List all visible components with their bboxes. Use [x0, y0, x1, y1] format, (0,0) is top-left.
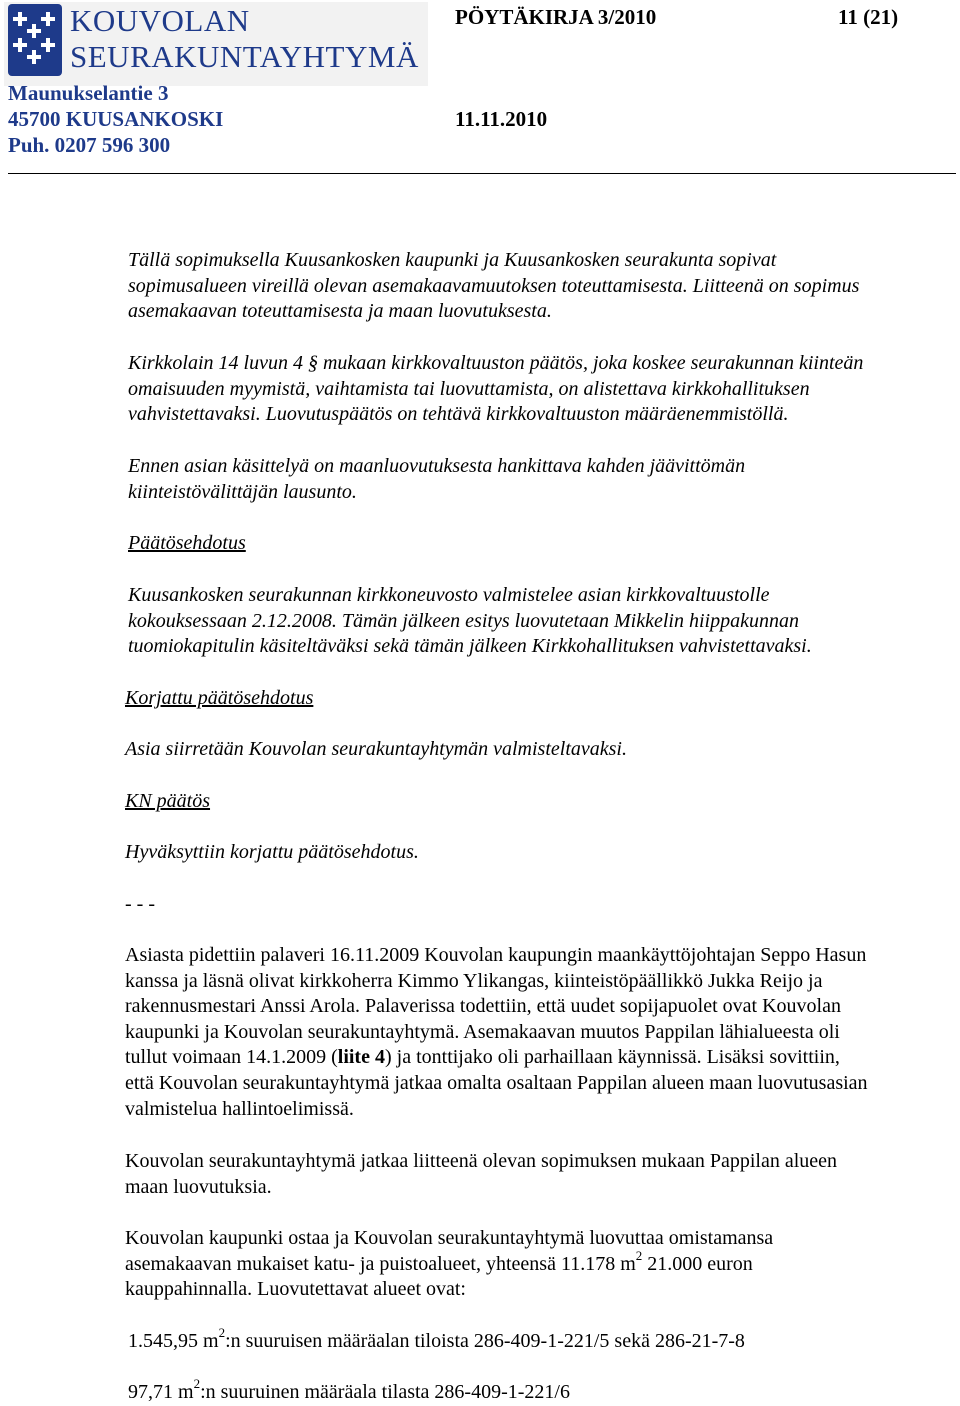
page-number: 11 (21) [838, 5, 899, 29]
cross-grid-logo-icon [8, 4, 62, 76]
separator: - - - [125, 893, 155, 915]
heading-kn-paatos: KN päätös [125, 790, 211, 812]
paragraph-church-law: Kirkkolain 14 luvun 4 § mukaan kirkkovaltuuston päätös, joka koskee seurakunnan kiinteän omaisuuden myymistä, vaihtamista tai luovuttamista, on alistettava kirkkohallituksen vahvistettavaksi. Luovutuspäätös on tehtävä kirkkovaltuuston määräenemmistöllä. [128, 352, 864, 426]
paragraph-agreement: Tällä sopimuksella Kuusankosken kaupunki ja Kuusankosken seurakunta sopivat sopimusalueen vireillä olevan asemakaavamuutoksen toteuttamisesta. Liitteenä on sopimus asemakaavan toteuttamisesta ja maan luovutuksesta. [128, 249, 860, 323]
org-name-line2: SEURAKUNTAYHTYMÄ [70, 39, 419, 74]
org-name-line1: KOUVOLAN [70, 3, 250, 38]
paragraph-meeting: Asiasta pidettiin palaveri 16.11.2009 Kouvolan kaupungin maankäyttöjohtajan Seppo Hasun kanssa ja läsnä olivat kirkkoherra Kimmo Ylikangas, kiinteistöpäällikkö Jukka Reijo ja rakennusmestari Anssi Arola. Palaverissa todettiin, että uudet sopijapuolet ovat Kouvolan kaupunki ja Kouvolan seurakuntayhtymä. Asemakaavan muutos Pappilan lähialueesta oli tullut voimaan 14.1.2009 (liite 4) ja tonttijako oli parhaillaan käynnissä. Lisäksi sovittiin, että Kouvolan seurakuntayhtymä jatkaa omalta osaltaan Pappilan alueen maan luovutusasian valmistelua hallintoelimissä. [125, 944, 868, 1120]
area-item-2: 97,71 $m^2:n$ suuruinen määräala tilasta 286-409-1-221/6 [128, 1376, 570, 1403]
heading-korjattu: Korjattu päätösehdotus [125, 687, 314, 709]
doc-title: PÖYTÄKIRJA 3/2010 [455, 5, 657, 29]
paragraph-decision: Hyväksyttiin korjattu päätösehdotus. [125, 841, 419, 863]
meeting-date: 11.11.2010 [455, 107, 548, 131]
attachment-ref: liite 4 [337, 1046, 385, 1069]
header-divider [8, 173, 956, 174]
phone: Puh. 0207 596 300 [8, 133, 171, 157]
area-item-1: 1.545,95 $m^2:n$ suuruisen määräalan tiloista 286-409-1-221/5 sekä 286-21-7-8 [128, 1325, 745, 1352]
postal-address: 45700 KUUSANKOSKI [8, 107, 224, 131]
paragraph-continuation: Kouvolan seurakuntayhtymä jatkaa liitteenä olevan sopimuksen mukaan Pappilan alueen maan luovutuksia. [125, 1150, 838, 1198]
paragraph-purchase: Kouvolan kaupunki ostaa ja Kouvolan seurakuntayhtymä luovuttaa omistamansa asemakaavan mukaiset katu- ja puistoalueet, yhteensä 11.178 $m^2$ 21.000 euron kauppahinnalla. Luovutettavat alueet ovat: [125, 1227, 774, 1301]
heading-paatosehdotus: Päätösehdotus [128, 532, 246, 554]
paragraph-statement: Ennen asian käsittelyä on maanluovutuksesta hankittava kahden jäävittömän kiinteistövälittäjän lausunto. [128, 455, 746, 503]
paragraph-proposal: Kuusankosken seurakunnan kirkkoneuvosto valmistelee asian kirkkovaltuustolle kokouksessaan 2.12.2008. Tämän jälkeen esitys luovutetaan Mikkelin hiippakunnan tuomiokapitulin käsiteltäväksi sekä tämän jälkeen Kirkkohallituksen vahvistettavaksi. [128, 584, 812, 658]
address: Maunukselantie 3 [8, 81, 169, 105]
paragraph-corrected: Asia siirretään Kouvolan seurakuntayhtymän valmisteltavaksi. [125, 738, 627, 760]
